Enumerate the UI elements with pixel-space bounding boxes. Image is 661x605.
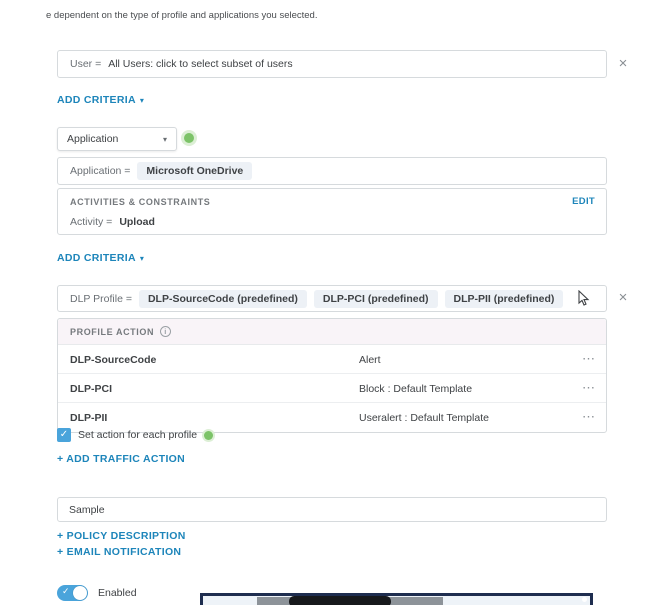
add-criteria-label: ADD CRITERIA: [57, 94, 136, 106]
chevron-down-icon: ▾: [139, 96, 144, 105]
activity-value: Upload: [119, 216, 155, 228]
chevron-down-icon: ▾: [139, 254, 144, 263]
info-icon[interactable]: i: [160, 326, 171, 337]
chevron-down-icon: ▾: [162, 134, 167, 144]
policy-name-input[interactable]: [57, 497, 607, 522]
criteria-type-value: Application: [67, 133, 119, 145]
dlp-criteria-box[interactable]: [57, 285, 607, 312]
dlp-profile-chip[interactable]: DLP-PCI (predefined): [314, 290, 438, 308]
activities-panel: [57, 188, 607, 235]
activities-header: ACTIVITIES & CONSTRAINTS: [70, 196, 211, 207]
add-criteria-link-1[interactable]: [57, 90, 144, 108]
user-criteria-value: All Users: click to select subset of users: [108, 58, 293, 70]
valid-status-icon: [204, 431, 213, 440]
status-toggle-row: [57, 585, 137, 601]
set-action-checkbox[interactable]: ✓: [57, 428, 71, 442]
row-profile-name: DLP-SourceCode: [70, 354, 157, 366]
toggle-knob: [73, 586, 87, 600]
table-row: [58, 345, 606, 374]
user-criteria-label: User =: [70, 58, 102, 70]
application-chip[interactable]: Microsoft OneDrive: [137, 162, 252, 180]
row-action-value: Useralert : Default Template: [359, 412, 489, 424]
activities-edit-button[interactable]: EDIT: [572, 196, 595, 207]
set-action-label: Set action for each profile: [78, 429, 198, 441]
profile-action-header: PROFILE ACTION: [70, 326, 155, 337]
user-criteria-box[interactable]: [57, 50, 607, 78]
row-menu-icon[interactable]: ⋯: [582, 351, 596, 366]
dlp-criteria-label: DLP Profile =: [70, 292, 132, 305]
activity-label: Activity =: [70, 216, 113, 228]
bottom-overlay-window[interactable]: [200, 593, 593, 605]
criteria-type-dropdown[interactable]: [57, 127, 177, 151]
add-email-notification-link[interactable]: + EMAIL NOTIFICATION: [57, 546, 182, 558]
check-icon: ✓: [62, 586, 70, 596]
add-policy-description-link[interactable]: + POLICY DESCRIPTION: [57, 530, 186, 542]
dlp-profile-chip[interactable]: DLP-SourceCode (predefined): [139, 290, 307, 308]
mouse-cursor: [577, 290, 590, 306]
row-menu-icon[interactable]: ⋯: [582, 409, 596, 424]
row-action-value: Block : Default Template: [359, 383, 473, 395]
add-traffic-action-link[interactable]: + ADD TRAFFIC ACTION: [57, 453, 186, 465]
application-criteria-label: Application =: [70, 165, 131, 177]
add-criteria-link-2[interactable]: [57, 248, 144, 266]
dlp-profile-chip[interactable]: DLP-PII (predefined): [445, 290, 564, 308]
enabled-label: Enabled: [98, 587, 137, 599]
application-criteria-box[interactable]: [57, 157, 607, 185]
row-menu-icon[interactable]: ⋯: [582, 380, 596, 395]
overlay-dot: [582, 597, 587, 602]
valid-status-icon: [184, 133, 194, 143]
profile-action-table: [57, 318, 607, 433]
row-action-value: Alert: [359, 354, 381, 366]
dlp-criteria-close-icon[interactable]: ×: [618, 289, 628, 306]
table-row: [58, 374, 606, 403]
overlay-graphic-dark: [289, 596, 391, 605]
user-criteria-close-icon[interactable]: ×: [618, 55, 628, 72]
row-profile-name: DLP-PCI: [70, 383, 112, 395]
add-criteria-label: ADD CRITERIA: [57, 252, 136, 264]
intro-text: e dependent on the type of profile and applications you selected.: [46, 10, 318, 21]
row-profile-name: DLP-PII: [70, 412, 108, 424]
set-action-row: [57, 428, 213, 442]
enabled-toggle[interactable]: [57, 585, 88, 601]
